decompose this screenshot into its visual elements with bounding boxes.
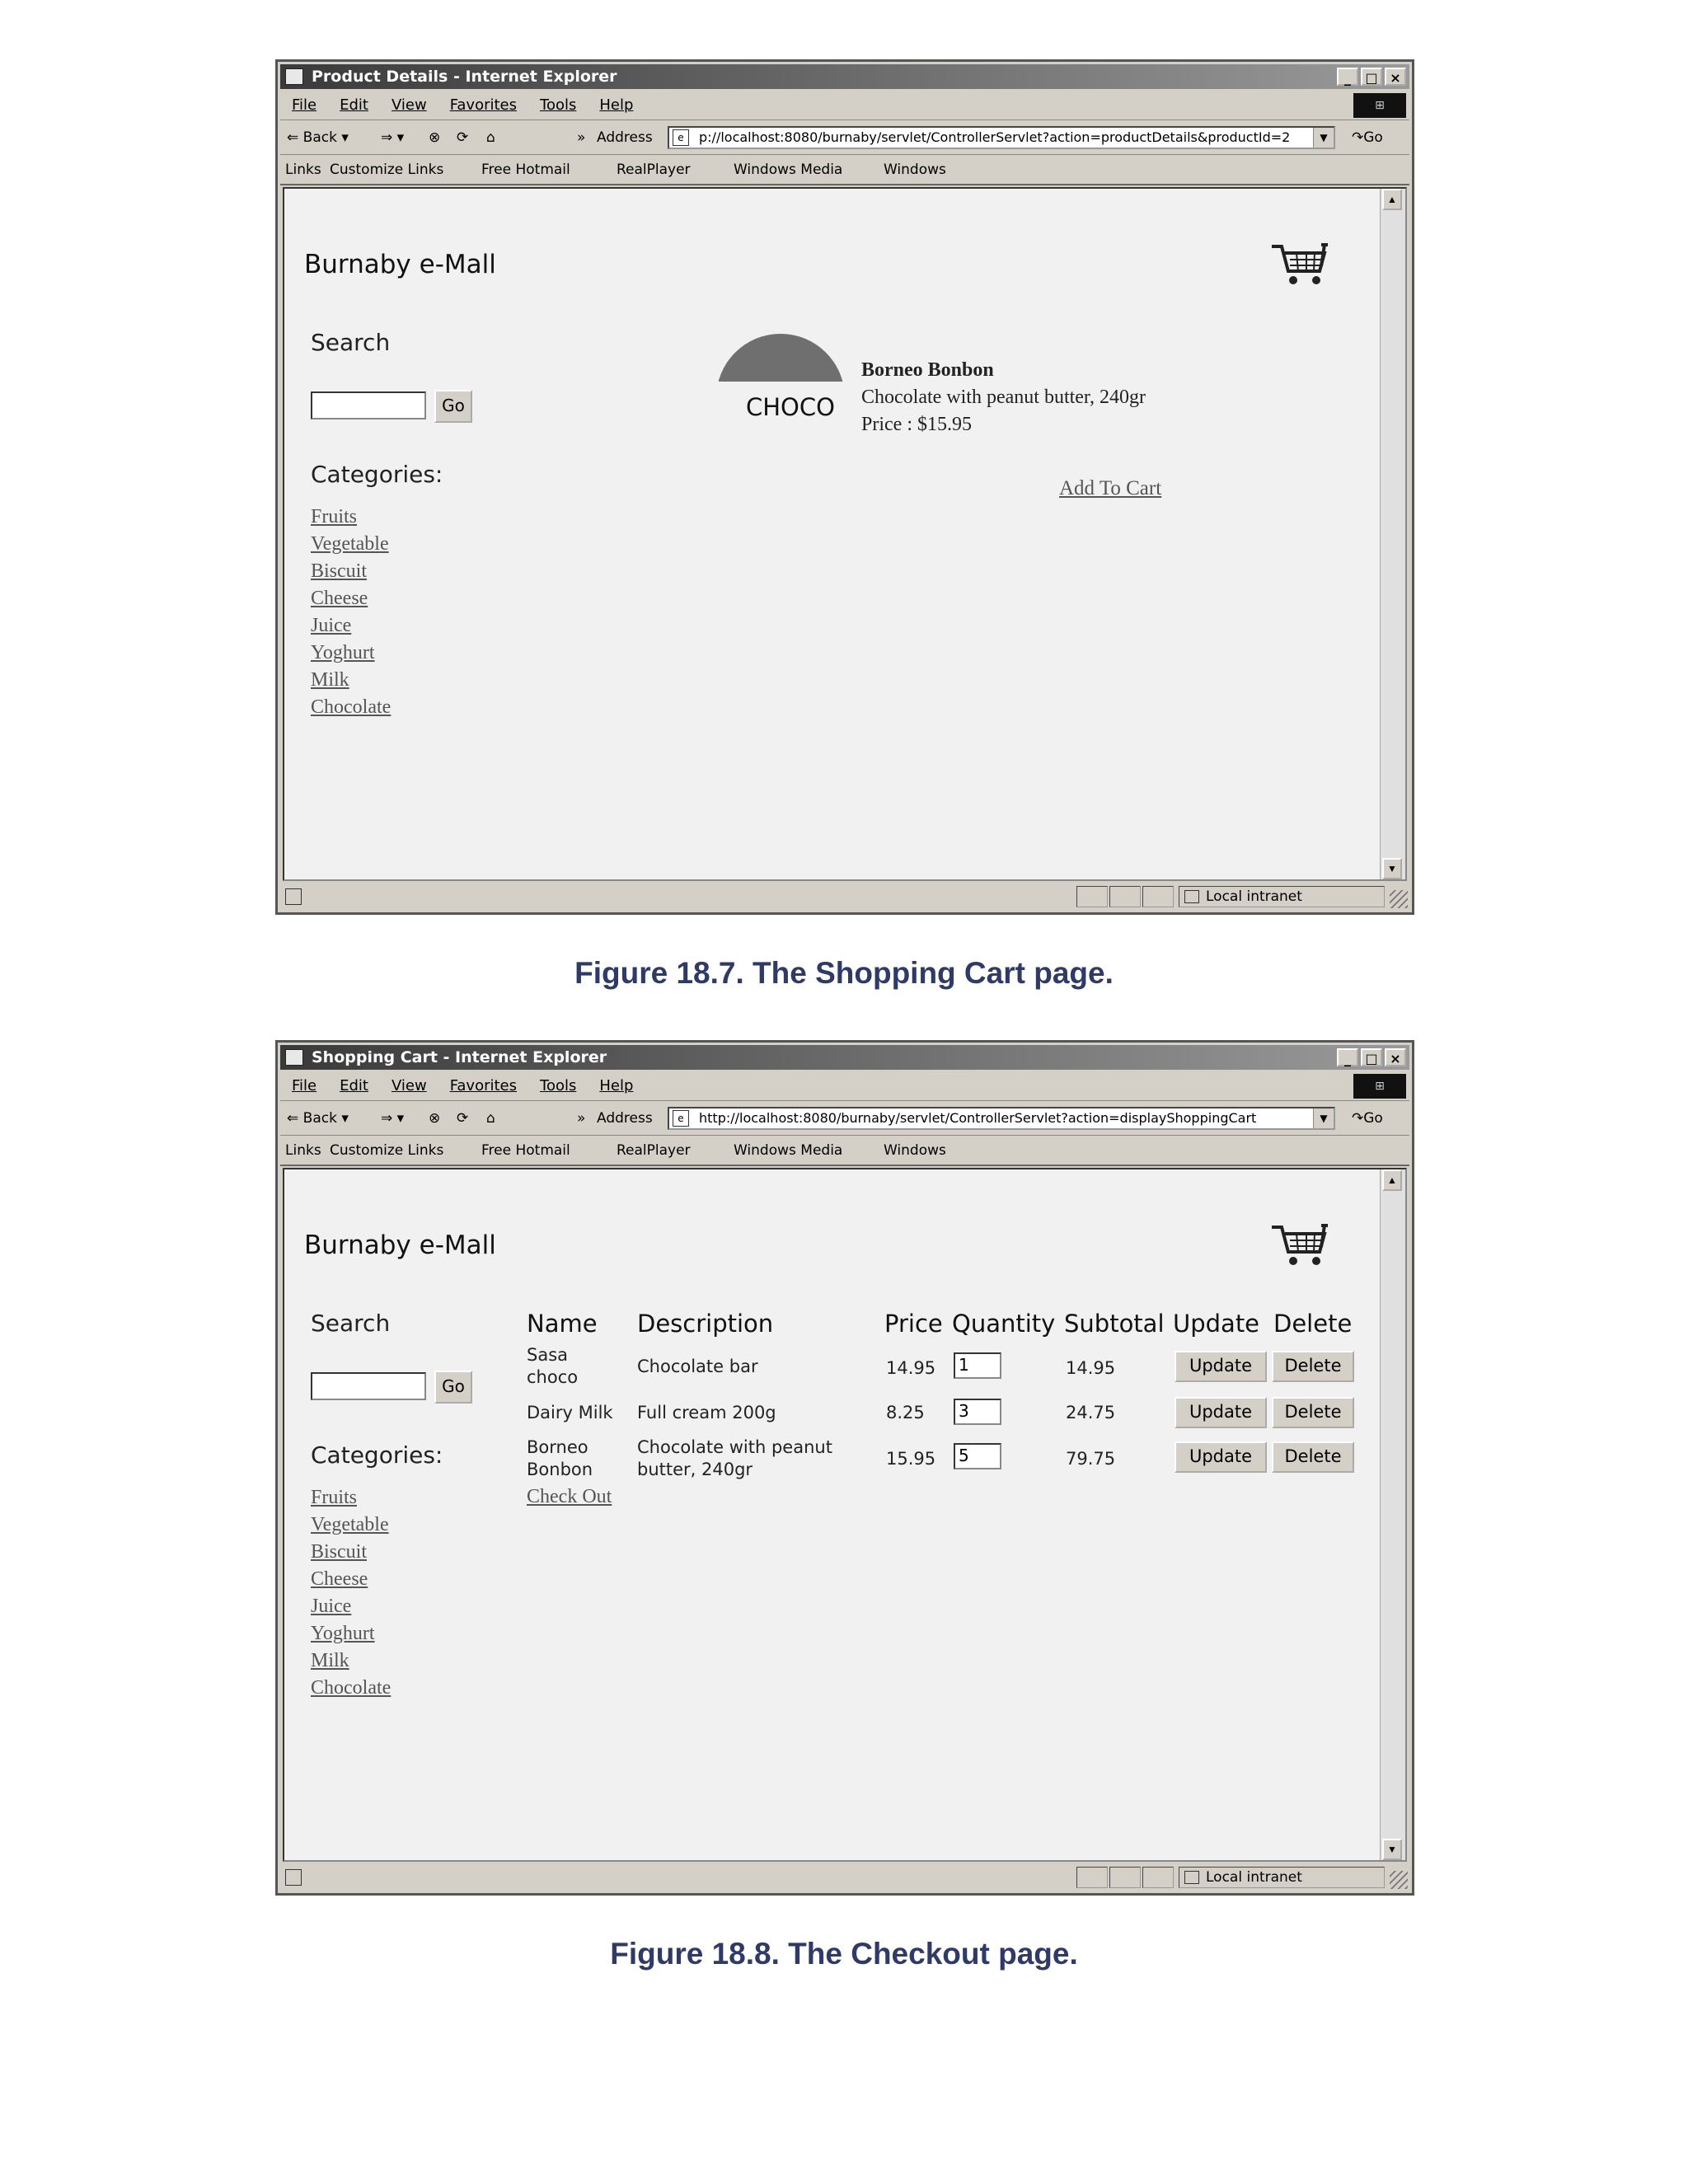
shopping-cart-icon[interactable] <box>1270 241 1329 288</box>
back-label: Back <box>302 1110 337 1127</box>
stop-icon[interactable]: ⊗ <box>429 129 441 146</box>
link-free-hotmail[interactable]: Free Hotmail <box>481 1142 570 1159</box>
product-info <box>861 357 1146 438</box>
links-bar <box>280 1137 1409 1166</box>
cart-item-subtotal: 14.95 <box>1066 1358 1116 1378</box>
menu-help[interactable]: Help <box>599 1077 634 1094</box>
figure-caption-2: Figure 18.8. The Checkout page. <box>610 1937 1078 1971</box>
cart-item-price: 15.95 <box>886 1449 936 1469</box>
title-bar <box>280 1045 1409 1070</box>
scroll-up-icon[interactable]: ▲ <box>1382 1169 1402 1191</box>
check-out-link[interactable]: Check Out <box>527 1486 612 1507</box>
category-list <box>311 504 391 721</box>
update-button[interactable]: Update <box>1175 1441 1267 1473</box>
delete-button[interactable]: Delete <box>1272 1351 1354 1382</box>
category-link[interactable]: Biscuit <box>311 560 368 582</box>
cart-item-price: 8.25 <box>886 1403 925 1422</box>
forward-button[interactable]: ⇒ ▾ <box>381 129 405 146</box>
resize-grip-icon[interactable] <box>1390 1871 1408 1889</box>
link-windows-media[interactable]: Windows Media <box>734 1142 843 1159</box>
category-link[interactable]: Milk <box>311 669 349 691</box>
vertical-scrollbar[interactable] <box>1380 189 1405 879</box>
column-header-price: Price <box>884 1310 943 1338</box>
column-header-update: Update <box>1173 1310 1260 1338</box>
home-icon[interactable]: ⌂ <box>486 129 495 146</box>
links-label: Links <box>285 162 321 178</box>
link-customize-links[interactable]: Customize Links <box>330 162 444 178</box>
address-url: http://localhost:8080/burnaby/servlet/ControllerServlet?action=displayShoppingCart <box>699 1110 1257 1126</box>
menu-edit[interactable]: Edit <box>340 1077 368 1094</box>
category-link[interactable]: Yoghurt <box>311 642 375 663</box>
status-bar <box>280 883 1409 910</box>
link-windows[interactable]: Windows <box>884 162 946 178</box>
back-button[interactable]: ⇐ Back ▾ <box>287 129 349 146</box>
product-image <box>716 334 846 449</box>
column-header-quantity: Quantity <box>952 1310 1056 1338</box>
close-button[interactable]: × <box>1385 68 1406 86</box>
search-input[interactable] <box>311 391 426 419</box>
column-header-name: Name <box>527 1310 598 1338</box>
address-dropdown-icon[interactable]: ▼ <box>1313 1108 1334 1128</box>
nav-toolbar <box>280 1102 1409 1136</box>
cart-item-price: 14.95 <box>886 1358 936 1378</box>
scroll-down-icon[interactable]: ▼ <box>1382 858 1402 879</box>
close-button[interactable]: × <box>1385 1048 1406 1066</box>
delete-button[interactable]: Delete <box>1272 1441 1354 1473</box>
column-header-delete: Delete <box>1273 1310 1353 1338</box>
menu-tools[interactable]: Tools <box>540 96 577 114</box>
category-link[interactable]: Vegetable <box>311 533 389 555</box>
address-dropdown-icon[interactable]: ▼ <box>1313 128 1334 148</box>
refresh-icon[interactable]: ⟳ <box>457 129 469 146</box>
product-image-text: CHOCO <box>746 393 835 421</box>
windows-logo-icon: ⊞ <box>1353 1074 1406 1099</box>
security-zone <box>1179 1867 1385 1888</box>
windows-logo-icon: ⊞ <box>1353 93 1406 118</box>
menu-view[interactable]: View <box>391 1077 427 1094</box>
site-title: Burnaby e-Mall <box>304 250 496 279</box>
cart-item-name: Sasa choco <box>527 1345 579 1387</box>
minimize-button[interactable]: _ <box>1337 1048 1358 1066</box>
links-bar <box>280 156 1409 185</box>
menu-help[interactable]: Help <box>599 96 634 114</box>
vertical-scrollbar[interactable] <box>1380 1169 1405 1860</box>
address-go-button[interactable]: ↷Go <box>1352 1110 1383 1127</box>
update-button[interactable]: Update <box>1175 1397 1267 1428</box>
refresh-icon[interactable]: ⟳ <box>457 1110 469 1127</box>
product-price: Price : $15.95 <box>861 414 972 435</box>
intranet-icon <box>1184 890 1199 903</box>
categories-label: Categories: <box>311 1441 443 1469</box>
figure-caption-1: Figure 18.7. The Shopping Cart page. <box>574 956 1114 990</box>
search-go-button[interactable]: Go <box>434 1371 472 1404</box>
site-title: Burnaby e-Mall <box>304 1230 496 1260</box>
status-bar <box>280 1864 1409 1891</box>
title-bar <box>280 64 1409 89</box>
back-label: Back <box>302 129 337 146</box>
minimize-button[interactable]: _ <box>1337 68 1358 86</box>
category-link[interactable]: Biscuit <box>311 1541 368 1563</box>
stop-icon[interactable]: ⊗ <box>429 1110 441 1127</box>
page-icon: e <box>673 1110 689 1127</box>
link-windows-media[interactable]: Windows Media <box>734 162 843 178</box>
status-page-icon <box>285 888 302 905</box>
nav-toolbar <box>280 121 1409 155</box>
quantity-input[interactable]: 1 <box>954 1352 1001 1379</box>
ie-app-icon <box>285 68 303 85</box>
links-label: Links <box>285 1142 321 1159</box>
home-icon[interactable]: ⌂ <box>486 1110 495 1127</box>
shopping-cart-window <box>275 1040 1414 1896</box>
category-link[interactable]: Vegetable <box>311 1514 389 1535</box>
cart-item-name: Dairy Milk <box>527 1403 613 1422</box>
delete-button[interactable]: Delete <box>1272 1397 1354 1428</box>
add-to-cart-link[interactable]: Add To Cart <box>1059 477 1162 499</box>
search-label: Search <box>311 329 391 356</box>
cart-item-name: Borneo Bonbon <box>527 1437 593 1479</box>
maximize-button[interactable]: □ <box>1361 68 1382 86</box>
address-bar[interactable] <box>668 126 1335 149</box>
quantity-input[interactable]: 3 <box>954 1399 1001 1425</box>
address-label: Address <box>597 129 653 146</box>
toolbar-overflow-icon[interactable]: » <box>577 129 586 146</box>
categories-label: Categories: <box>311 461 443 488</box>
cart-item-description: Full cream 200g <box>637 1403 776 1422</box>
intranet-icon <box>1184 1871 1199 1884</box>
menu-file[interactable]: File <box>292 1077 317 1094</box>
link-customize-links[interactable]: Customize Links <box>330 1142 444 1159</box>
link-windows[interactable]: Windows <box>884 1142 946 1159</box>
scroll-down-icon[interactable]: ▼ <box>1382 1839 1402 1860</box>
search-input[interactable] <box>311 1372 426 1400</box>
category-link[interactable]: Cheese <box>311 588 368 609</box>
category-link[interactable]: Cheese <box>311 1568 368 1590</box>
page-icon: e <box>673 129 689 146</box>
shopping-cart-icon[interactable] <box>1270 1222 1329 1268</box>
product-details-window <box>275 59 1414 915</box>
window-title: Product Details - Internet Explorer <box>312 68 617 86</box>
address-url: p://localhost:8080/burnaby/servlet/ControllerServlet?action=productDetails&productId=2 <box>699 129 1291 145</box>
menu-view[interactable]: View <box>391 96 427 114</box>
category-list <box>311 1484 391 1702</box>
menu-favorites[interactable]: Favorites <box>449 1077 518 1094</box>
address-go-button[interactable]: ↷Go <box>1352 129 1383 146</box>
address-label: Address <box>597 1110 653 1127</box>
search-go-button[interactable]: Go <box>434 390 472 423</box>
page-content <box>283 187 1407 881</box>
category-link[interactable]: Juice <box>311 1596 352 1617</box>
cart-item-subtotal: 24.75 <box>1066 1403 1116 1422</box>
search-label: Search <box>311 1310 391 1337</box>
product-description: Chocolate with peanut butter, 240gr <box>861 387 1146 408</box>
link-realplayer[interactable]: RealPlayer <box>617 162 691 178</box>
cart-item-subtotal: 79.75 <box>1066 1449 1116 1469</box>
status-page-icon <box>285 1869 302 1886</box>
menu-bar <box>280 1072 1409 1101</box>
product-name: Borneo Bonbon <box>861 359 994 381</box>
category-link[interactable]: Milk <box>311 1650 349 1671</box>
maximize-button[interactable]: □ <box>1361 1048 1382 1066</box>
quantity-input[interactable]: 5 <box>954 1443 1001 1469</box>
page-content <box>283 1168 1407 1862</box>
column-header-description: Description <box>637 1310 774 1338</box>
back-button[interactable]: ⇐ Back ▾ <box>287 1110 349 1127</box>
link-free-hotmail[interactable]: Free Hotmail <box>481 162 570 178</box>
category-link[interactable]: Fruits <box>311 1487 358 1508</box>
zone-label: Local intranet <box>1206 888 1302 905</box>
window-title: Shopping Cart - Internet Explorer <box>312 1048 607 1066</box>
category-link[interactable]: Fruits <box>311 506 358 527</box>
resize-grip-icon[interactable] <box>1390 890 1408 908</box>
column-header-subtotal: Subtotal <box>1064 1310 1165 1338</box>
update-button[interactable]: Update <box>1175 1351 1267 1382</box>
cart-item-description: Chocolate bar <box>637 1357 758 1376</box>
cart-item-description: Chocolate with peanut butter, 240gr <box>637 1437 832 1479</box>
security-zone <box>1179 886 1385 907</box>
toolbar-overflow-icon[interactable]: » <box>577 1110 586 1127</box>
category-link[interactable]: Chocolate <box>311 1677 392 1699</box>
menu-favorites[interactable]: Favorites <box>449 96 518 114</box>
forward-button[interactable]: ⇒ ▾ <box>381 1110 405 1127</box>
link-realplayer[interactable]: RealPlayer <box>617 1142 691 1159</box>
address-bar[interactable] <box>668 1107 1335 1130</box>
ie-app-icon <box>285 1049 303 1066</box>
menu-edit[interactable]: Edit <box>340 96 368 114</box>
scroll-up-icon[interactable]: ▲ <box>1382 189 1402 210</box>
zone-label: Local intranet <box>1206 1869 1302 1886</box>
category-link[interactable]: Juice <box>311 615 352 636</box>
menu-tools[interactable]: Tools <box>540 1077 577 1094</box>
category-link[interactable]: Chocolate <box>311 696 392 718</box>
category-link[interactable]: Yoghurt <box>311 1623 375 1644</box>
menu-file[interactable]: File <box>292 96 317 114</box>
menu-bar <box>280 91 1409 120</box>
